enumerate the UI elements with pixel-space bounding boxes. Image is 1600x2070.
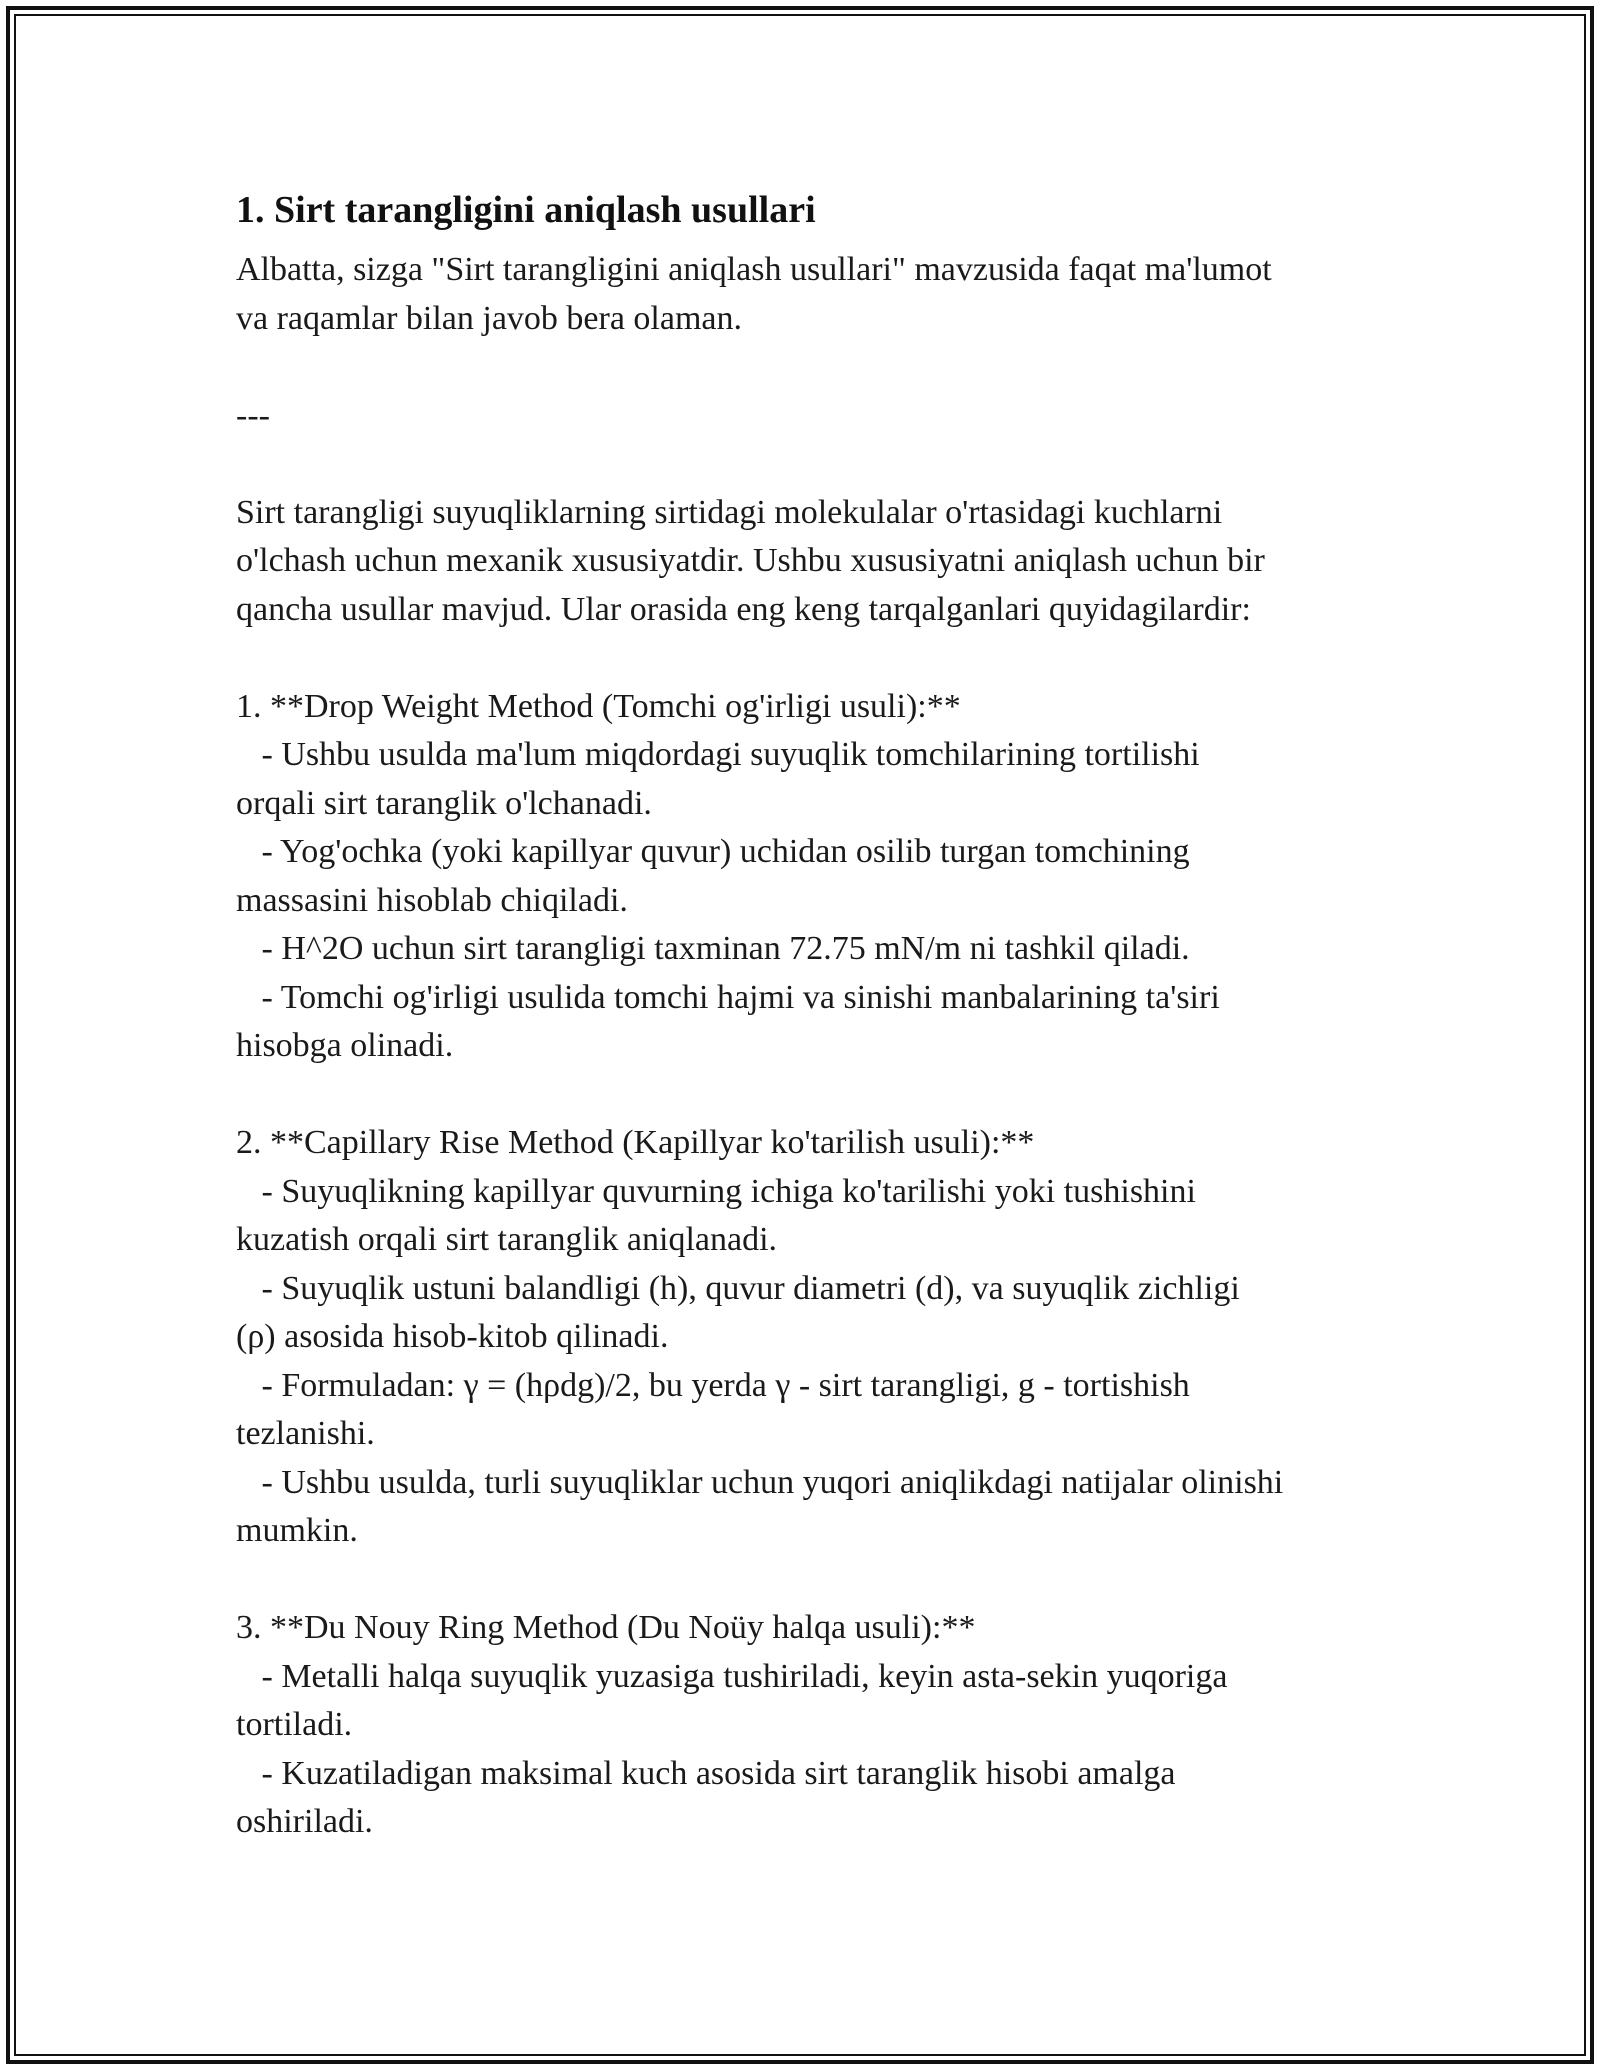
document-content xyxy=(236,186,1376,1847)
document-heading: 1. Sirt tarangligini aniqlash usullari xyxy=(236,189,816,231)
document-body: Albatta, sizga "Sirt tarangligini aniqlash usullari" mavzusida faqat ma'lumot va raqamlar bilan javob bera olaman. --- Sirt tarangligi suyuqliklarning sirtidagi molekulalar o'rtasidagi kuchlarni o'lchash uchun mexanik xususiyatdir. Ushbu xususiyatni aniqlash uchun bir qancha usullar mavjud. Ular orasida eng keng tarqalganlari quyidagilardir: 1. **Drop Weight Method (Tomchi og'irligi usuli):** - Ushbu usulda ma'lum miqdordagi suyuqlik tomchilarining tortilishi orqali sirt taranglik o'lchanadi. - Yog'ochka (yoki kapillyar quvur) uchidan osilib turgan tomchining massasini hisoblab chiqiladi. - H^2O uchun sirt tarangligi taxminan 72.75 mN/m ni tashkil qiladi. - Tomchi og'irligi usulida tomchi hajmi va sinishi manbalarining ta'siri hisobga olinadi. 2. **Capillary Rise Method (Kapillyar ko'tarilish usuli):** - Suyuqlikning kapillyar quvurning ichiga ko'tarilishi yoki tushishini kuzatish orqali sirt taranglik aniqlanadi. - Suyuqlik ustuni balandligi (h), quvur diametri (d), va suyuqlik zichligi (ρ) asosida hisob-kitob qilinadi. - Formuladan: γ = (hρdg)/2, bu yerda γ - sirt tarangligi, g - tortishish tezlanishi. - Ushbu usulda, turli suyuqliklar uchun yuqori aniqlikdagi natijalar olinishi mumkin. 3. **Du Nouy Ring Method (Du Noüy halqa usuli):** - Metalli halqa suyuqlik yuzasiga tushiriladi, keyin asta-sekin yuqoriga tortiladi. - Kuzatiladigan maksimal kuch asosida sirt taranglik hisobi amalga oshiriladi. xyxy=(236,251,1284,1840)
